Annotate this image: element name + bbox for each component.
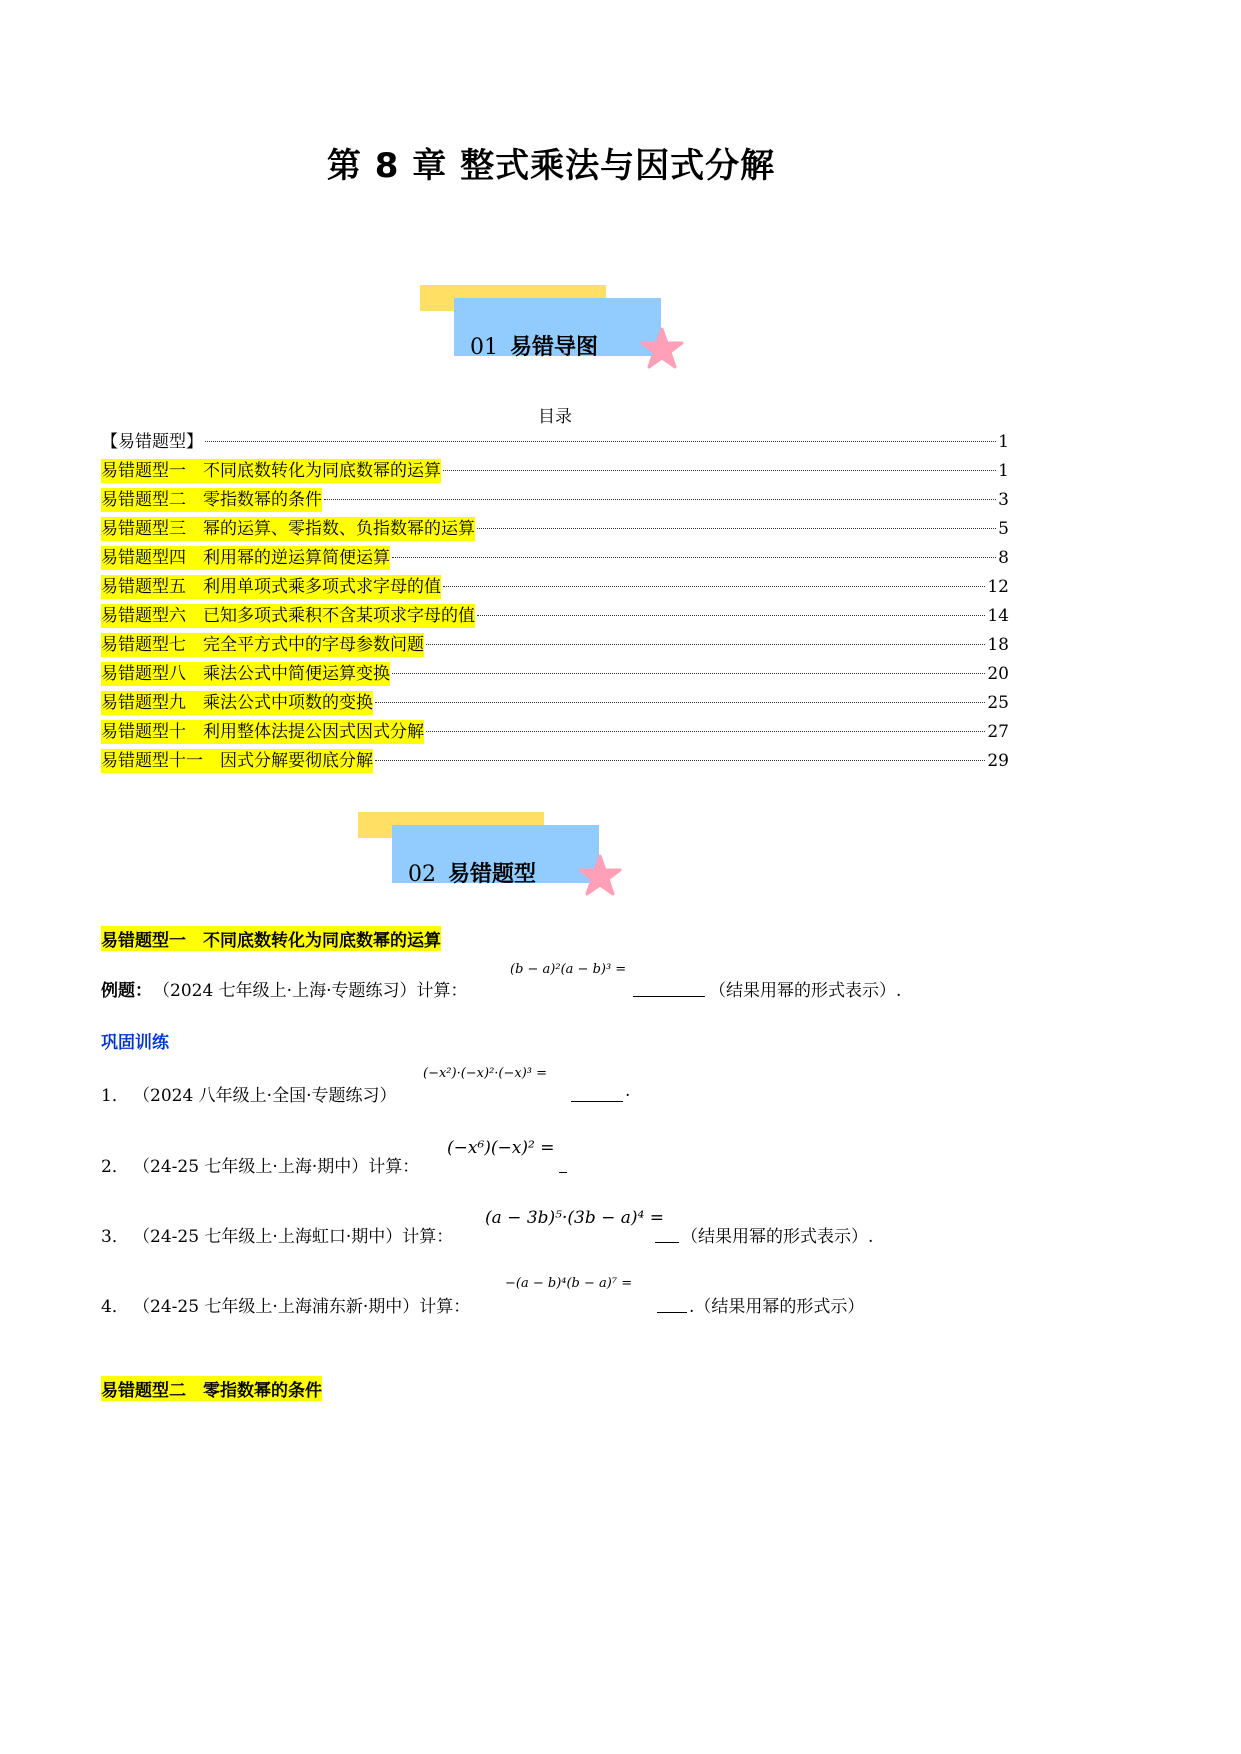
banner-label — [470, 330, 598, 361]
toc-row[interactable] — [101, 459, 1009, 488]
toc-leader — [324, 499, 996, 500]
toc-item-page: 8 — [998, 548, 1009, 568]
answer-blank[interactable] — [633, 976, 705, 997]
toc-row[interactable] — [101, 691, 1009, 720]
toc-row[interactable] — [101, 488, 1009, 517]
toc-item-page: 18 — [987, 635, 1009, 655]
problem-source: （24-25 七年级上·上海浦东新·期中）计算： — [133, 1297, 471, 1317]
problem-math: −(a − b)⁴(b − a)⁷ = — [505, 1276, 633, 1291]
problem-source: （24-25 七年级上·上海虹口·期中）计算： — [133, 1227, 454, 1247]
star-icon — [578, 854, 622, 898]
problem-suffix: .（结果用幂的形式示） — [689, 1297, 865, 1317]
answer-blank[interactable] — [559, 1154, 567, 1173]
toc-item-page: 29 — [987, 751, 1009, 771]
toc-row[interactable] — [101, 604, 1009, 633]
toc-leader — [426, 731, 985, 732]
toc-item-title: 易错题型三 幂的运算、零指数、负指数幂的运算 — [101, 519, 475, 539]
example-suffix: （结果用幂的形式表示）. — [709, 981, 902, 1001]
toc-item-page: 3 — [998, 490, 1009, 510]
problem-math: (a − 3b)⁵·(3b − a)⁴ = — [485, 1208, 664, 1228]
toc-leader — [392, 673, 985, 674]
problem-number: 1． — [101, 1086, 129, 1106]
answer-blank[interactable] — [657, 1292, 687, 1313]
drill-heading: 巩固训练 — [101, 1033, 169, 1053]
star-icon — [640, 327, 684, 371]
toc-leader — [392, 557, 996, 558]
banner-label — [408, 857, 536, 888]
answer-blank[interactable] — [655, 1222, 679, 1243]
toc-item-title: 易错题型十 利用整体法提公因式因式分解 — [101, 722, 424, 742]
example-math: (b − a)²(a − b)³ = — [510, 962, 627, 977]
toc-item-title: 【易错题型】 — [101, 432, 203, 452]
toc-item-page: 1 — [998, 432, 1009, 452]
toc-item-title: 易错题型四 利用幂的逆运算简便运算 — [101, 548, 390, 568]
toc-row[interactable] — [101, 575, 1009, 604]
toc-item-page: 20 — [987, 664, 1009, 684]
toc-row[interactable] — [101, 517, 1009, 546]
toc-item-page: 27 — [987, 722, 1009, 742]
toc-row[interactable] — [101, 662, 1009, 691]
problem-number: 2． — [101, 1157, 129, 1177]
problem-suffix: . — [625, 1081, 631, 1101]
toc-item-page: 25 — [987, 693, 1009, 713]
toc-row[interactable] — [101, 749, 1009, 778]
toc-item-title: 易错题型九 乘法公式中项数的变换 — [101, 693, 373, 713]
example-text: （2024 七年级上·上海·专题练习）计算： — [153, 981, 468, 1001]
problem-number: 4． — [101, 1297, 129, 1317]
toc-item-title: 易错题型六 已知多项式乘积不含某项求字母的值 — [101, 606, 475, 626]
banner-number: 01 — [470, 335, 498, 360]
toc-item-title: 易错题型七 完全平方式中的字母参数问题 — [101, 635, 424, 655]
toc-leader — [443, 586, 985, 587]
section-banner-01 — [420, 285, 690, 375]
toc-heading: 目录 — [538, 407, 572, 427]
problem-number: 3． — [101, 1227, 129, 1247]
toc-row[interactable] — [101, 430, 1009, 459]
toc-item-page: 12 — [987, 577, 1009, 597]
problem-suffix: （结果用幂的形式表示）. — [681, 1227, 874, 1247]
toc-row[interactable] — [101, 546, 1009, 575]
toc-leader — [477, 615, 985, 616]
answer-blank[interactable] — [571, 1081, 623, 1102]
section-banner-02 — [358, 812, 628, 902]
section-heading: 易错题型二 零指数幂的条件 — [101, 1376, 322, 1401]
toc-row[interactable] — [101, 720, 1009, 749]
problem-source: （24-25 七年级上·上海·期中）计算： — [133, 1157, 420, 1177]
toc-item-title: 易错题型二 零指数幂的条件 — [101, 490, 322, 510]
toc-leader — [375, 760, 985, 761]
problem-source: （2024 八年级上·全国·专题练习） — [133, 1086, 397, 1106]
banner-text: 易错导图 — [510, 335, 599, 360]
toc-leader — [375, 702, 985, 703]
toc-item-page: 14 — [987, 606, 1009, 626]
table-of-contents — [101, 430, 1009, 778]
toc-item-title: 易错题型十一 因式分解要彻底分解 — [101, 751, 373, 771]
toc-row[interactable] — [101, 633, 1009, 662]
banner-text: 易错题型 — [448, 862, 537, 887]
problem-math: (−x²)·(−x)²·(−x)³ = — [423, 1066, 548, 1081]
example-label: 例题： — [101, 981, 152, 1001]
toc-item-title: 易错题型八 乘法公式中简便运算变换 — [101, 664, 390, 684]
toc-leader — [205, 441, 996, 442]
toc-leader — [477, 528, 996, 529]
banner-number: 02 — [408, 862, 436, 887]
toc-item-page: 5 — [998, 519, 1009, 539]
toc-item-title: 易错题型五 利用单项式乘多项式求字母的值 — [101, 577, 441, 597]
toc-leader — [426, 644, 985, 645]
section-heading: 易错题型一 不同底数转化为同底数幂的运算 — [101, 926, 441, 951]
toc-item-title: 易错题型一 不同底数转化为同底数幂的运算 — [101, 461, 441, 481]
chapter-title: 第 8 章 整式乘法与因式分解 — [326, 146, 776, 186]
toc-leader — [443, 470, 996, 471]
problem-math: (−x⁶)(−x)² = — [447, 1138, 555, 1158]
toc-item-page: 1 — [998, 461, 1009, 481]
